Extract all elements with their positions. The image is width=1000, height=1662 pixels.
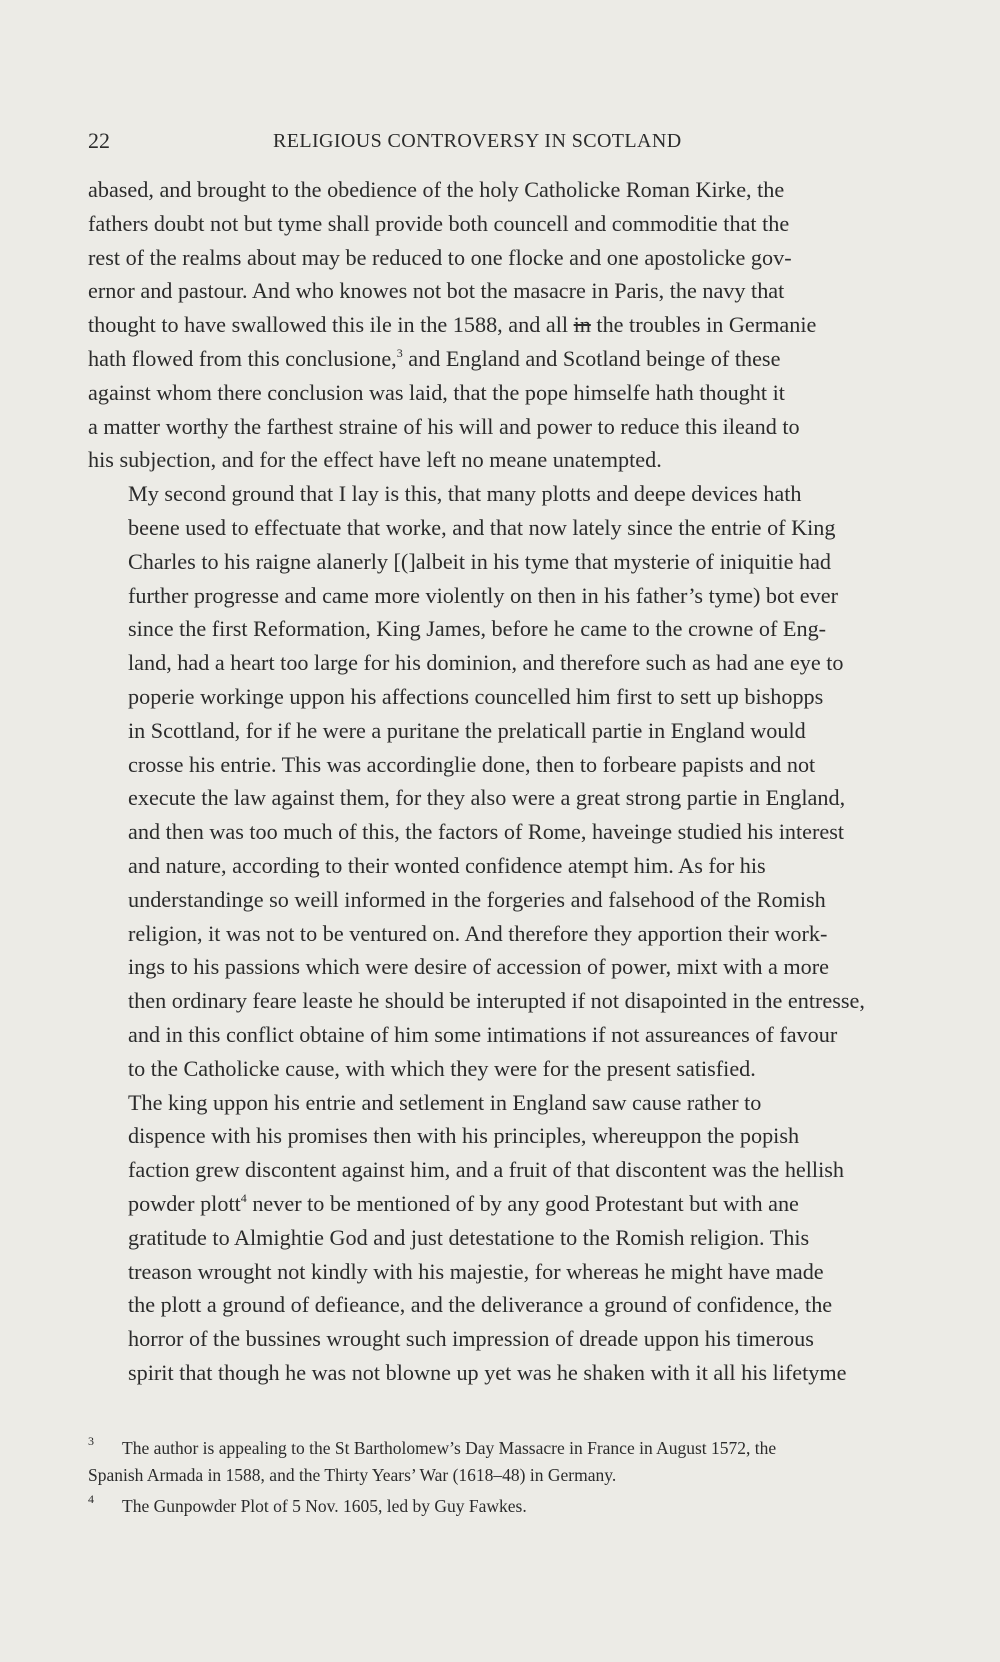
body-text — [88, 173, 933, 1390]
text-line: The king uppon his entrie and setlement in England saw cause rather to — [128, 1089, 762, 1115]
footnote-marker: 3 — [88, 1434, 94, 1448]
text-line: abased, and brought to the obedience of the holy Catholicke Roman Kirke, the — [88, 177, 785, 202]
text-line: land, had a heart too large for his dominion, and therefore such as had ane eye to — [128, 650, 844, 676]
text-line: and in this conflict obtaine of him some intimations if not assureances of favour — [128, 1021, 838, 1047]
text-line: further progresse and came more violently on then in his father’s tyme) bot ever — [128, 582, 838, 608]
text-line: religion, it was not to be ventured on. And therefore they apportion their work- — [128, 920, 828, 946]
text-line: spirit that though he was not blowne up yet was he shaken with it all his lifetyme — [128, 1359, 847, 1385]
footnotes — [88, 1435, 933, 1524]
text-line: a matter worthy the farthest straine of his will and power to reduce this ileand to — [88, 413, 800, 439]
text-line: horror of the bussines wrought such impression of dreade uppon his timerous — [128, 1326, 814, 1352]
paragraph-2 — [88, 477, 933, 1085]
text-line: poperie workinge uppon his affections councelled him first to sett up bishopps — [128, 683, 824, 709]
text-line: the plott a ground of defieance, and the deliverance a ground of confidence, the — [128, 1292, 833, 1318]
text-line: since the first Reformation, King James, before he came to the crowne of Eng- — [128, 616, 827, 642]
text-line: ernor and pastour. And who knowes not bot the masacre in Paris, the navy that — [88, 278, 785, 304]
text-line: then ordinary feare leaste he should be interupted if not disapointed in the entresse, — [128, 988, 865, 1014]
text-line: ings to his passions which were desire of accession of power, mixt with a more — [128, 954, 829, 980]
text-line: beene used to effectuate that worke, and that now lately since the entrie of King — [128, 514, 836, 540]
footnote-marker: 4 — [88, 1492, 94, 1506]
text-line: in Scottland, for if he were a puritane the prelaticall partie in England would — [128, 717, 806, 743]
text-segment: the troubles in Germanie — [590, 312, 817, 338]
paragraph-3 — [88, 1086, 933, 1390]
text-segment: hath flowed from this conclusione, — [88, 345, 397, 371]
paragraph-1 — [88, 173, 933, 477]
struck-word: in — [573, 312, 591, 338]
text-segment: never to be mentioned of by any good Protestant but with ane — [246, 1190, 799, 1216]
text-line — [88, 308, 933, 342]
text-line: execute the law against them, for they also were a great strong partie in England, — [128, 785, 846, 811]
text-line: faction grew discontent against him, and a fruit of that discontent was the hellish — [128, 1157, 844, 1183]
page-number: 22 — [88, 128, 110, 153]
text-segment: powder plott — [128, 1190, 241, 1216]
footnote-ref-3[interactable]: 3 — [396, 345, 403, 360]
footnote-3 — [88, 1435, 933, 1489]
text-line: My second ground that I lay is this, that many plotts and deepe devices hath — [128, 481, 802, 507]
text-segment: thought to have swallowed this ile in the 1588, and all — [88, 312, 569, 338]
text-line: treason wrought not kindly with his majestie, for whereas he might have made — [128, 1258, 824, 1284]
text-line: against whom there conclusion was laid, that the pope himselfe hath thought it — [88, 379, 785, 405]
text-line: gratitude to Almightie God and just detestatione to the Romish religion. This — [128, 1224, 810, 1250]
footnote-ref-4[interactable]: 4 — [240, 1190, 247, 1205]
text-line: rest of the realms about may be reduced to one flocke and one apostolicke gov- — [88, 244, 792, 270]
footnote-4 — [88, 1493, 933, 1520]
text-line: to the Catholicke cause, with which they were for the present satisfied. — [128, 1055, 756, 1081]
text-line: dispence with his promises then with his principles, whereuppon the popish — [128, 1123, 800, 1149]
text-line — [88, 342, 933, 376]
running-head — [88, 128, 933, 168]
text-line: and nature, according to their wonted confidence atempt him. As for his — [128, 852, 766, 878]
text-line: Charles to his raigne alanerly [(]albeit in his tyme that mysterie of iniquitie had — [128, 548, 832, 574]
text-line: and then was too much of this, the factors of Rome, haveinge studied his interest — [128, 819, 845, 845]
page — [88, 128, 933, 1390]
text-line: his subjection, and for the effect have left no meane unatempted. — [88, 447, 662, 473]
running-title: RELIGIOUS CONTROVERSY IN SCOTLAND — [273, 130, 682, 152]
text-line: crosse his entrie. This was accordinglie done, then to forbeare papists and not — [128, 751, 816, 777]
text-line — [88, 1187, 933, 1221]
footnote-text: The author is appealing to the St Bartholomew’s Day Massacre in France in August 1572, the — [122, 1438, 777, 1458]
footnote-text-cont: Spanish Armada in 1588, and the Thirty Years’ War (1618–48) in Germany. — [88, 1465, 617, 1485]
text-line: fathers doubt not but tyme shall provide both councell and commoditie that the — [88, 210, 790, 236]
text-line: understandinge so weill informed in the forgeries and falsehood of the Romish — [128, 886, 826, 912]
footnote-text: The Gunpowder Plot of 5 Nov. 1605, led by Guy Fawkes. — [122, 1496, 527, 1516]
text-segment: and England and Scotland beinge of these — [402, 345, 781, 371]
